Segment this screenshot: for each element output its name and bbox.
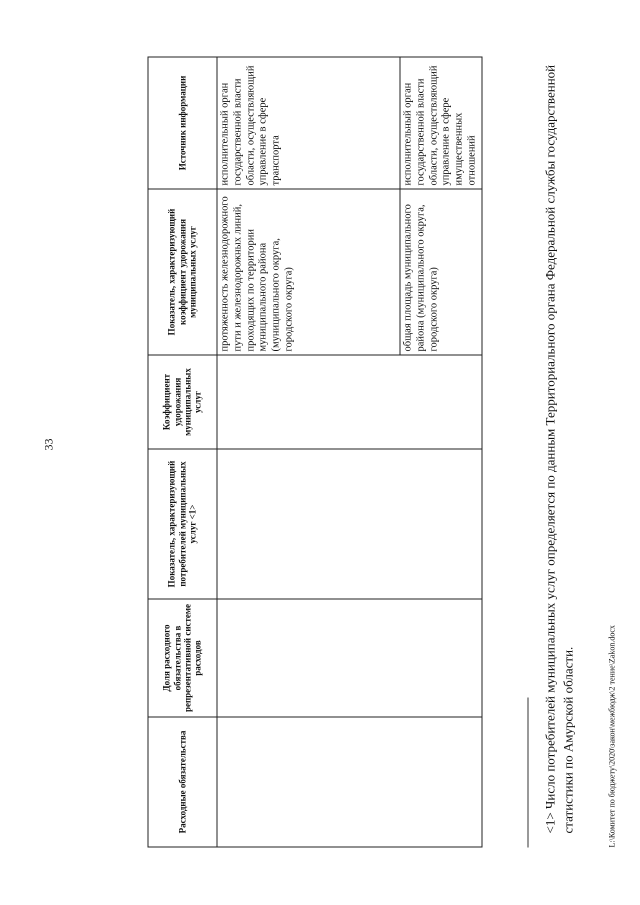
header-consumer-indicator: Показатель, характеризующий потребителей муниципальных услуг <1> (148, 449, 217, 599)
table-row (217, 57, 400, 847)
cell-property-source: исполнительный орган государственной власти области, осуществляющий управление в сфере имущественных отношений (400, 57, 482, 189)
header-information-source: Источник информации (148, 57, 217, 189)
footnote-text: <1> Число потребителей муниципальных услуг определяется по данным Территориального органа Федеральной службы государственной статистики по Амурской области. (542, 64, 576, 834)
page-number: 33 (41, 438, 56, 451)
cell-area-indicator: общая площадь муниципального района (муниципального округа, городского округа) (400, 189, 482, 355)
cell-transport-source: исполнительный орган государственной власти области, осуществляющий управление в сфере транспорта (217, 57, 400, 189)
cell-expenditure-obligations (217, 717, 482, 847)
header-coefficient-indicator: Показатель, характеризующий коэффициент удорожания муниципальных услуг (148, 189, 217, 355)
table-header-row (148, 57, 217, 847)
header-share-of-obligation: Доля расходного обязательства в репрезентативной системе расходов (148, 599, 217, 717)
rotated-page-content (148, 58, 617, 848)
cell-railway-length-indicator: протяженность железнодорожного пути и железнодорожных линий, проходящих по территории муниципального района (муниципального округа, городского округа) (217, 189, 400, 355)
cell-share-of-obligation (217, 599, 482, 717)
cell-cost-coefficient (217, 355, 482, 449)
cell-consumer-indicator (217, 449, 482, 599)
header-expenditure-obligations: Расходные обязательства (148, 717, 217, 847)
header-cost-coefficient: Коэффициент удорожания муниципальных услуг (148, 355, 217, 449)
expenditure-table (148, 57, 483, 848)
footnote-separator (528, 698, 529, 848)
file-path: L:\Комитет по бюджету\2020\закон\межбюдж\2 тение\Zakon.docx (607, 625, 617, 848)
